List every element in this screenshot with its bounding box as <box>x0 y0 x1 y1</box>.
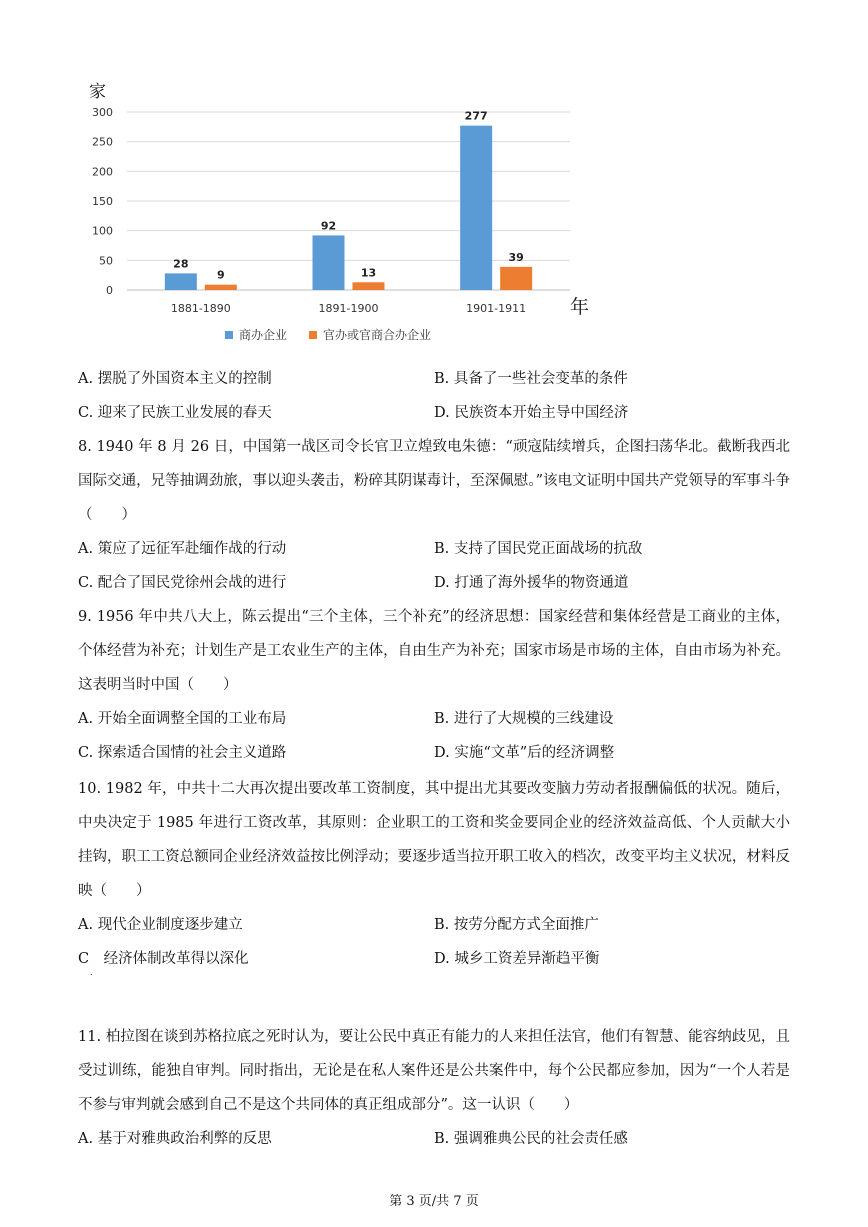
option-d[interactable]: D. 城乡工资差异渐趋平衡 <box>434 951 600 967</box>
question-stem: 10. 1982 年，中共十二大再次提出要改革工资制度，其中提出尤其要改变脑力劳动者报酬偏低的状况。随后，中央决定于 1985 年进行工资改革，其原则：企业职工的工资和奖金要同企业的经济效益高低、个人贡献大小挂钩，职工工资总额同企业经济效益按比例浮动；要逐步适当拉开职工收入的档次，改变平均主义状况，材料反映（ ） <box>78 781 790 899</box>
bar <box>500 267 532 290</box>
y-tick-label: 300 <box>92 106 113 119</box>
bar <box>313 235 345 290</box>
data-label: 92 <box>320 219 337 233</box>
y-tick-label: 250 <box>92 135 113 149</box>
option-c[interactable]: C 经济体制改革得以深化 <box>78 951 249 967</box>
y-axis-unit: 家 <box>89 82 106 102</box>
option-a[interactable]: A. 摆脱了外国资本主义的控制 <box>78 371 272 387</box>
data-label: 39 <box>508 250 524 264</box>
legend-label: 官办或官商合办企业 <box>323 328 432 342</box>
option-a[interactable]: A. 策应了远征军赴缅作战的行动 <box>78 541 287 557</box>
y-tick-label: 0 <box>106 284 113 297</box>
legend-label: 商办企业 <box>239 328 288 342</box>
chart-legend <box>225 326 431 343</box>
option-d[interactable]: D. 实施“文革”后的经济调整 <box>434 745 615 761</box>
option-b[interactable]: B. 强调雅典公民的社会责任感 <box>434 1131 628 1147</box>
option-c[interactable]: C. 迎来了民族工业发展的春天 <box>78 405 272 421</box>
x-axis-unit: 年 <box>570 296 590 318</box>
legend-swatch <box>309 331 317 339</box>
question-10 <box>78 772 790 976</box>
chart-plot <box>70 70 630 320</box>
question-stem: 9. 1956 年中共八大上，陈云提出“三个主体，三个补充”的经济思想：国家经营和集体经营是工商业的主体，个体经营为补充；计划生产是工农业生产的主体，自由生产为补充；国家市场是市场的主体，自由市场为补充。这表明当时中国（ ） <box>78 609 790 693</box>
option-d[interactable]: D. 民族资本开始主导中国经济 <box>434 405 629 421</box>
bar <box>205 285 237 290</box>
x-tick-label: 1901-1911 <box>466 302 527 315</box>
x-tick-label: 1881-1890 <box>170 302 231 315</box>
data-label: 9 <box>217 268 225 282</box>
legend-swatch <box>225 331 233 339</box>
question-8 <box>78 430 790 600</box>
option-c[interactable]: C. 配合了国民党徐州会战的进行 <box>78 575 287 591</box>
option-a[interactable]: A. 现代企业制度逐步建立 <box>78 917 243 933</box>
stray-mark: . <box>90 968 93 977</box>
bar <box>165 273 197 290</box>
option-c[interactable]: C. 探索适合国情的社会主义道路 <box>78 745 287 761</box>
legend-item-series-1 <box>225 326 287 343</box>
legend-item-series-2 <box>309 326 431 343</box>
y-tick-label: 200 <box>92 165 113 179</box>
y-tick-label: 50 <box>99 254 113 268</box>
bar <box>353 282 385 290</box>
option-b[interactable]: B. 进行了大规模的三线建设 <box>434 711 614 727</box>
option-b[interactable]: B. 具备了一些社会变革的条件 <box>434 371 628 387</box>
option-a[interactable]: A. 基于对雅典政治利弊的反思 <box>78 1131 272 1147</box>
question-stem: 8. 1940 年 8 月 26 日，中国第一战区司令长官卫立煌致电朱德：“顽寇陆续增兵，企图扫荡华北。截断我西北国际交通，兄等抽调劲旅，事以迎头袭击，粉碎其阴谋毒计，至深佩慰。”该电文证明中国共产党领导的军事斗争（ ） <box>78 439 790 523</box>
question-7 <box>78 362 790 430</box>
option-b[interactable]: B. 按劳分配方式全面推广 <box>434 917 599 933</box>
y-tick-label: 150 <box>92 195 113 208</box>
data-label: 13 <box>360 266 377 280</box>
page-footer: 第 3 页/共 7 页 <box>389 1194 479 1209</box>
data-label: 277 <box>464 109 488 123</box>
question-stem: 11. 柏拉图在谈到苏格拉底之死时认为，要让公民中真正有能力的人来担任法官，他们有智慧、能容纳歧见，且受过训练，能独自审判。同时指出，无论是在私人案件还是公共案件中，每个公民都应参加，因为“一个人若是不参与审判就会感到自己不是这个共同体的真正组成部分”。这一认识（ ） <box>78 1029 790 1113</box>
option-b[interactable]: B. 支持了国民党正面战场的抗敌 <box>434 541 643 557</box>
option-a[interactable]: A. 开始全面调整全国的工业布局 <box>78 711 287 727</box>
question-9 <box>78 600 790 770</box>
y-tick-label: 100 <box>92 224 113 238</box>
question-11 <box>78 1020 790 1156</box>
bar <box>460 126 492 290</box>
enterprise-bar-chart <box>70 70 630 360</box>
data-label: 28 <box>173 257 189 271</box>
option-d[interactable]: D. 打通了海外援华的物资通道 <box>434 575 629 591</box>
x-tick-label: 1891-1900 <box>318 302 379 315</box>
